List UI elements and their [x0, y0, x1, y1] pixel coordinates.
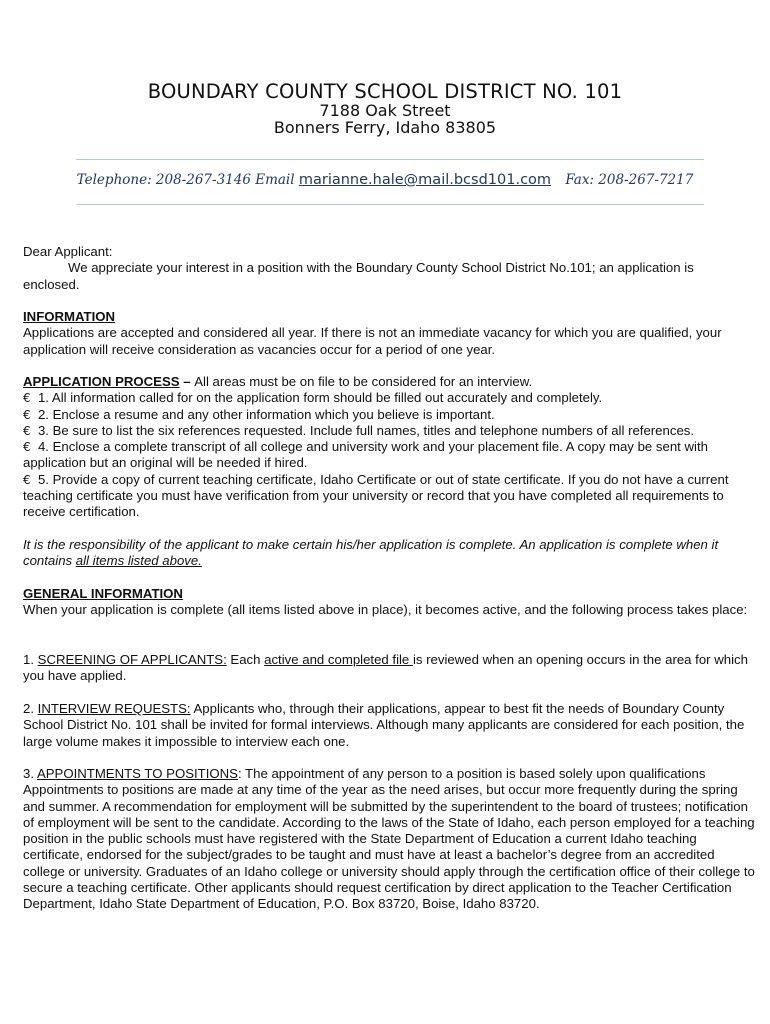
screening-title: SCREENING OF APPLICANTS: [37, 652, 227, 667]
city-state-zip: Bonners Ferry, Idaho 83805 [273, 118, 497, 137]
euro-bullet-icon: € [23, 407, 31, 422]
process-item-5: € 5. Provide a copy of current teaching certificate, Idaho Certificate or out of state certificate. If you do not have a current teaching certificate you must have verification from your university or record that you have completed all requirements to receive certification. [23, 471, 729, 520]
process-intro: All areas must be on file to be considered for an interview. [194, 374, 533, 389]
appointments-paragraph: 3. APPOINTMENTS TO POSITIONS: The appointment of any person to a position is based solely upon qualifications Appointments to positions are made at any time of the year as the need arises, but occur more frequently during the spring and summer. A recommendation for employment will be submitted by the superintendent to the board of trustees; notification of employment will be sent to the candidate. According to the laws of the State of Idaho, each person employed for a teaching position in the public schools must have registered with the State Department of Education a current Idaho teaching certificate, endorsed for the subject/grades to be taught and must have at least a bachelor’s degree from an accredited college or university. Graduates of an Idaho college or university should apply through the certification office of their college to secure a teaching certificate. Other applicants should request certification by direct application to the Teacher Certification Department, Idaho State Department of Education, P.O. Box 83720, Boise, Idaho 83720. [23, 766, 755, 912]
information-heading: INFORMATION [23, 309, 116, 324]
letter-body [23, 244, 759, 293]
responsibility-underlined: all items listed above. [75, 553, 202, 569]
intro-continuation: enclosed. [23, 276, 80, 292]
screening-underlined: active and completed file [264, 652, 413, 667]
process-heading: APPLICATION PROCESS [23, 374, 180, 389]
district-name: BOUNDARY COUNTY SCHOOL DISTRICT NO. 101 [147, 80, 623, 103]
process-item-2: € 2. Enclose a resume and any other information which you believe is important. [23, 406, 495, 422]
header-divider-top [76, 159, 704, 160]
email-link[interactable]: marianne.hale@mail.bcsd101.com [298, 172, 552, 188]
process-item-3: € 3. Be sure to list the six references requested. Include full names, titles and telephone numbers of all references. [23, 422, 695, 438]
responsibility-text: It is the responsibility of the applicant to make certain his/her application is complete. An application is complete when it contains [23, 537, 719, 569]
euro-bullet-icon: € [23, 423, 31, 438]
general-intro: When your application is complete (all items listed above in place), it becomes active, and the following process takes place: [23, 602, 748, 618]
appointments-title: APPOINTMENTS TO POSITIONS [36, 766, 238, 781]
general-information-section [23, 586, 759, 619]
telephone-text: Telephone: 208-267-3146 Email [76, 172, 295, 188]
interview-title: INTERVIEW REQUESTS: [37, 701, 191, 716]
euro-bullet-icon: € [23, 472, 31, 487]
euro-bullet-icon: € [23, 440, 31, 455]
contact-line [0, 172, 770, 188]
street-address: 7188 Oak Street [319, 101, 451, 120]
responsibility-note [23, 537, 759, 570]
process-item-4: € 4. Enclose a complete transcript of all college and university work and your placement file. A copy may be sent with application but an original will be needed if hired. [23, 439, 708, 471]
intro-paragraph: We appreciate your interest in a position with the Boundary County School District No.101; an application is [68, 260, 694, 276]
interview-paragraph: 2. INTERVIEW REQUESTS: Applicants who, through their applications, appear to best fit the needs of Boundary County School District No. 101 shall be invited for formal interviews. Although many applicants are considered for each position, the large volume makes it impossible to interview each one. [23, 701, 745, 749]
euro-bullet-icon: € [23, 391, 31, 406]
information-section [23, 309, 759, 358]
header-divider-bottom [76, 204, 704, 205]
salutation: Dear Applicant: [23, 244, 113, 259]
information-text: Applications are accepted and considered all year. If there is not an immediate vacancy for which you are qualified, your application will receive consideration as vacancies occur for a period of one year. [23, 325, 722, 357]
fax-text: Fax: 208-267-7217 [565, 172, 694, 188]
process-dash: – [179, 374, 195, 389]
screening-paragraph: 1. SCREENING OF APPLICANTS: Each active and completed file is reviewed when an opening occurs in the area for which you have applied. [23, 652, 748, 684]
application-process-section [23, 374, 759, 521]
process-item-1: € 1. All information called for on the application form should be filled out accurately and completely. [23, 390, 603, 406]
general-heading: GENERAL INFORMATION [23, 586, 183, 601]
